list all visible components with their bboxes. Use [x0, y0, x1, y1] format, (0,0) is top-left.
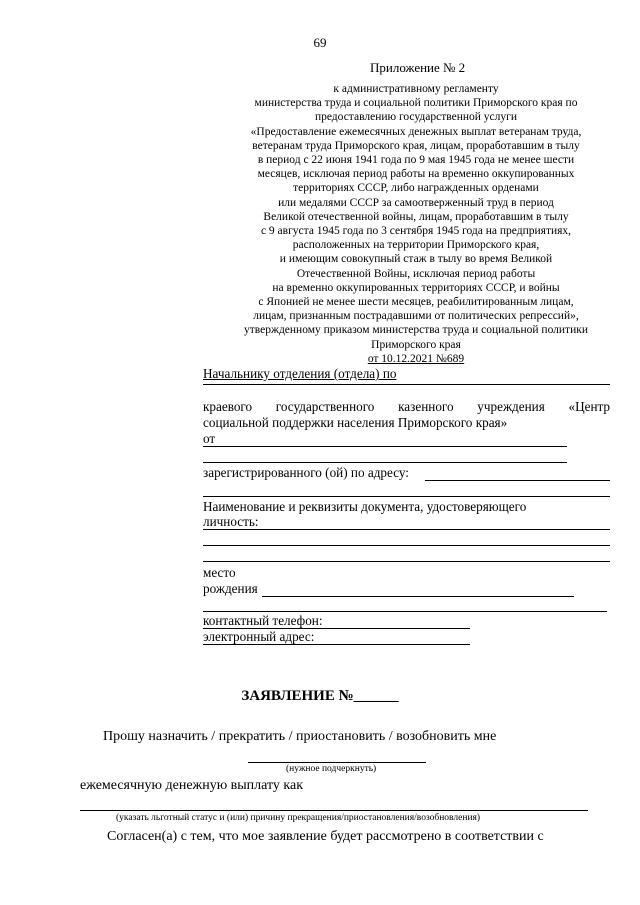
- appendix-date: от 10.12.2021 №689: [367, 352, 465, 365]
- status-field-line[interactable]: [80, 810, 588, 811]
- request-line: Прошу назначить / прекратить / приостановить / возобновить мне: [103, 729, 497, 744]
- institution-word: «Центр: [568, 399, 611, 414]
- from-label: от: [203, 431, 216, 446]
- email-label: электронный адрес:: [203, 629, 315, 644]
- address-field-line[interactable]: [425, 480, 610, 481]
- appendix-line: предоставлению государственной услуги: [314, 111, 518, 124]
- appendix-line: на временно оккупированных территориях СССР, и войны: [272, 281, 560, 294]
- document-field-line[interactable]: [203, 529, 610, 530]
- consent-line: Согласен(а) с тем, что мое заявление будет рассмотрено в соответствии с: [107, 829, 544, 844]
- registered-address-label: зарегистрированного (ой) по адресу:: [203, 465, 409, 480]
- document-field-line-2[interactable]: [203, 545, 610, 546]
- institution-line-1: [203, 399, 610, 415]
- appendix-line: утвержденному приказом министерства труда и социальной политики: [244, 324, 588, 337]
- appendix-line: министерства труда и социальной политики Приморского края по: [254, 97, 578, 110]
- address-field-line-2[interactable]: [203, 496, 610, 497]
- appendix-line: в период с 22 июня 1941 года по 9 мая 1945 года не менее шести: [257, 154, 575, 167]
- birthplace-label-line-1: место: [203, 565, 236, 580]
- selection-underline: [248, 762, 426, 763]
- birthplace-label-line-2: рождения: [203, 581, 258, 596]
- appendix-line: или медалями СССР за самоотверженный труд в период: [278, 196, 554, 209]
- institution-word: учреждения: [477, 399, 545, 414]
- underline-hint: (нужное подчеркнуть): [286, 764, 377, 774]
- appendix-line: месяцев, исключая период работы на временно оккупированных: [257, 168, 575, 181]
- document-label-line-2: личность:: [203, 514, 259, 529]
- appendix-block: [210, 82, 622, 366]
- appendix-line: лицам, признанным пострадавшими от политических репрессий»,: [253, 310, 579, 323]
- head-line-underline: [203, 384, 610, 385]
- page-number: 69: [313, 35, 327, 50]
- appendix-line: с Японией не менее шести месяцев, реабилитированным лицам,: [258, 296, 574, 309]
- appendix-line: Великой отечественной войны, лицам, проработавшим в тылу: [263, 210, 569, 223]
- birthplace-field-line-2[interactable]: [203, 611, 607, 612]
- appendix-title: Приложение № 2: [370, 60, 466, 75]
- status-hint: (указать льготный статус и (или) причину прекращения/приостановления/возобновления): [116, 813, 481, 823]
- from-field-line-2[interactable]: [203, 462, 567, 463]
- appendix-line: «Предоставление ежемесячных денежных выплат ветеранам труда,: [250, 125, 582, 138]
- institution-word: казенного: [398, 399, 454, 414]
- payment-line: ежемесячную денежную выплату как: [80, 778, 304, 793]
- appendix-line: с 9 августа 1945 года по 3 сентября 1945 года на предприятиях,: [260, 225, 572, 238]
- from-field-line[interactable]: [203, 446, 567, 447]
- addressee-head-line: Начальнику отделения (отдела) по: [203, 366, 397, 381]
- institution-word: краевого: [203, 399, 253, 414]
- appendix-line: ветеранам труда Приморского края, лицам, проработавшим в тылу: [252, 139, 580, 152]
- appendix-line: и имеющим совокупный стаж в тылу во время Великой: [279, 253, 553, 266]
- statement-title: ЗАЯВЛЕНИЕ №______: [241, 688, 399, 704]
- appendix-line: Приморского края: [371, 338, 461, 351]
- document-field-line-3[interactable]: [203, 561, 610, 562]
- appendix-line: к административному регламенту: [333, 83, 499, 95]
- appendix-line: территориях СССР, либо награжденных орденами: [293, 182, 539, 195]
- birthplace-field-line[interactable]: [262, 596, 574, 597]
- institution-word: государственного: [275, 399, 375, 414]
- document-label-line-1: Наименование и реквизиты документа, удостоверяющего: [203, 499, 527, 514]
- appendix-line: расположенных на территории Приморского края,: [292, 239, 540, 252]
- phone-label: контактный телефон:: [203, 613, 323, 628]
- email-field-line[interactable]: [203, 644, 470, 645]
- institution-line-2: социальной поддержки населения Приморского края»: [203, 415, 508, 430]
- appendix-line: Отечественной Войны, исключая период работы: [296, 267, 536, 280]
